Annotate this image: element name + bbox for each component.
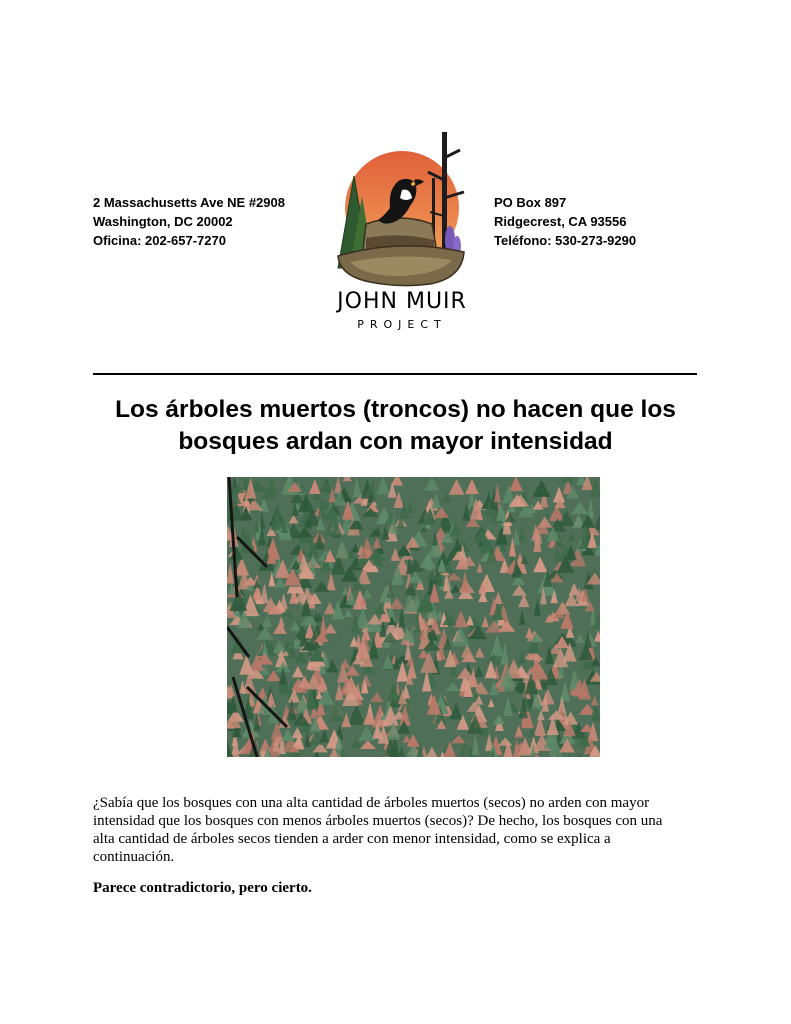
john-muir-project-logo: [330, 128, 474, 334]
paragraph-line: intensidad que los bosques con menos árboles muertos (secos)? De hecho, los bosques con una: [93, 813, 663, 829]
sender-address-right: [494, 193, 636, 250]
address-line: PO Box 897: [494, 195, 567, 210]
logo-name-text: JOHN MUIR: [337, 289, 467, 314]
address-line: 2 Massachusetts Ave NE #2908: [93, 195, 285, 210]
phone-line: Teléfono: 530-273-9290: [494, 233, 637, 248]
address-line: Ridgecrest, CA 93556: [494, 214, 627, 229]
phone-line: Oficina: 202-657-7270: [93, 233, 226, 248]
logo-sub-text: PROJECT: [357, 318, 447, 331]
intro-paragraph: [93, 794, 703, 866]
paragraph-line: continuación.: [93, 849, 175, 865]
bird-on-hat-logo-icon: [330, 128, 474, 334]
title-line: bosques ardan con mayor intensidad: [178, 428, 613, 455]
paragraph-line: ¿Sabía que los bosques con una alta cantidad de árboles muertos (secos) no arden con mayor: [93, 795, 650, 811]
forest-photo-icon: [227, 477, 600, 757]
forest-photo: [227, 477, 600, 757]
paragraph-line: alta cantidad de árboles secos tienden a arder con menor intensidad, como se explica a: [93, 831, 611, 847]
title-line: Los árboles muertos (troncos) no hacen que los: [115, 396, 676, 423]
document-title: [60, 394, 731, 458]
address-line: Washington, DC 20002: [93, 214, 233, 229]
header-divider: [93, 373, 697, 375]
sender-address-left: [93, 193, 285, 250]
emphasis-statement: Parece contradictorio, pero cierto.: [93, 880, 312, 896]
